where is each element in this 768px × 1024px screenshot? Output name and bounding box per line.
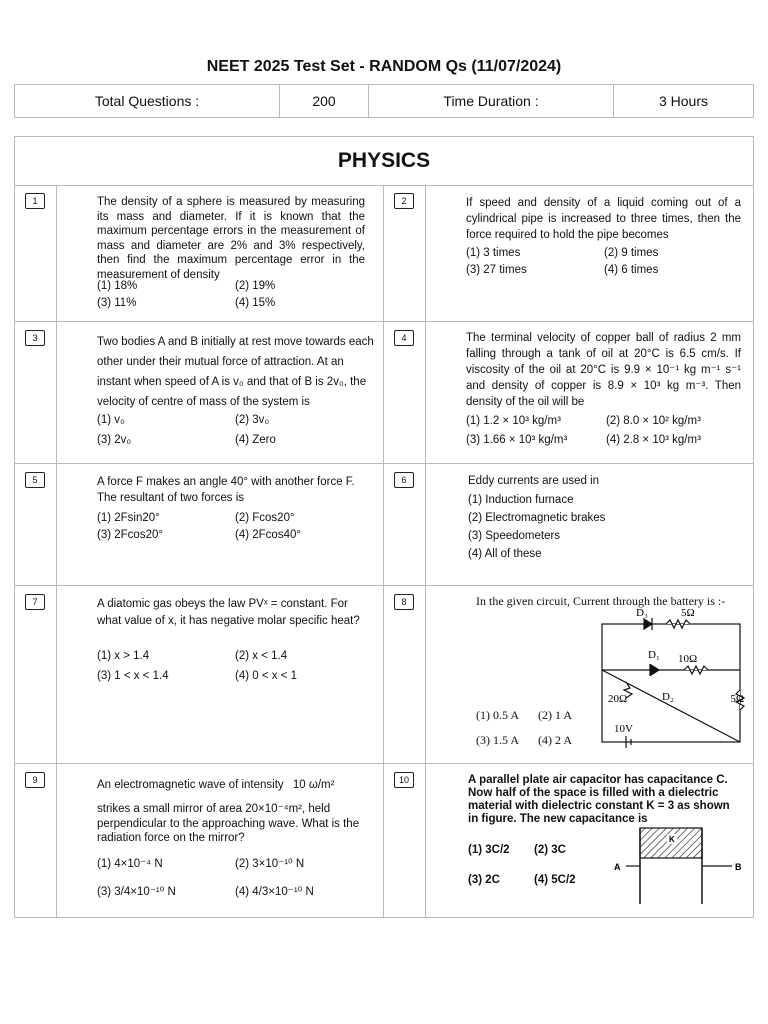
option: (2) 3v₀ bbox=[235, 414, 270, 426]
left-resistor-label: 20Ω bbox=[608, 693, 628, 705]
question-number: 9 bbox=[25, 772, 45, 788]
battery-label: 10V bbox=[614, 723, 633, 735]
option: (1) x > 1.4 bbox=[97, 650, 150, 662]
option: (4) 6 times bbox=[604, 264, 659, 276]
option: (1) v₀ bbox=[97, 414, 125, 426]
options bbox=[97, 280, 355, 309]
question-text: A parallel plate air capacitor has capacitance C. Now half of the space is filled with a dielectric material with dielectric constant K = 3 as shown in figure. The new capacitance is bbox=[468, 774, 730, 825]
option: (2) 8.0 × 10² kg/m³ bbox=[606, 415, 701, 427]
question-text: The density of a sphere is measured by measuring its mass and diameter. If it is known that the maximum percentage errors in the measurement of mass and diameter are 2% and 3% respectively, then find the maximum percentage error in the measurement of density bbox=[97, 196, 365, 281]
question-number-cell bbox=[15, 764, 57, 918]
question-cell bbox=[57, 586, 384, 763]
question-number: 2 bbox=[394, 193, 414, 209]
question-text: A diatomic gas obeys the law PVˣ = constant. For what value of x, it has negative molar specific heat? bbox=[97, 598, 360, 627]
right-resistor-label: 5Ω bbox=[730, 693, 744, 705]
options bbox=[466, 247, 724, 276]
question-number-cell bbox=[384, 764, 426, 918]
option: (1) 3 times bbox=[466, 247, 521, 259]
terminal-b-label: B bbox=[735, 862, 742, 872]
question-cell bbox=[57, 185, 384, 321]
question-text: A force F makes an angle 40° with another force F. The resultant of two forces is bbox=[97, 476, 355, 504]
question-number: 6 bbox=[394, 472, 414, 488]
option: (4) 2 A bbox=[538, 733, 572, 747]
option: (4) All of these bbox=[468, 548, 542, 560]
option: (1) Induction furnace bbox=[468, 494, 574, 506]
time-duration-label: Time Duration : bbox=[369, 85, 614, 117]
question-number: 7 bbox=[25, 594, 45, 610]
option: (4) 0 < x < 1 bbox=[235, 670, 298, 682]
option: (3) Speedometers bbox=[468, 530, 561, 542]
terminal-a-label: A bbox=[614, 862, 621, 872]
option: (3) 2C bbox=[468, 874, 500, 886]
option: (2) Fcos20° bbox=[235, 512, 295, 524]
option: (4) 15% bbox=[235, 297, 276, 309]
question-row bbox=[15, 185, 753, 322]
options bbox=[97, 512, 355, 541]
question-number-cell bbox=[384, 464, 426, 585]
option: (1) 2Fsin20° bbox=[97, 512, 160, 524]
question-number-cell bbox=[15, 185, 57, 321]
question-number-cell bbox=[384, 322, 426, 463]
options bbox=[97, 856, 355, 898]
question-text: Eddy currents are used in bbox=[468, 475, 600, 487]
option: (3) 2Fcos20° bbox=[97, 529, 163, 541]
d3-label: D₃ bbox=[636, 607, 648, 619]
d2-label: D₂ bbox=[662, 691, 674, 703]
option: (1) 0.5 A bbox=[476, 708, 519, 722]
options bbox=[476, 708, 598, 748]
option: (3) 1.5 A bbox=[476, 733, 519, 747]
option: (1) 18% bbox=[97, 280, 138, 292]
test-info-table bbox=[14, 84, 754, 118]
page-title: NEET 2025 Test Set - RANDOM Qs (11/07/2024) bbox=[206, 58, 562, 75]
diode-d1-symbol bbox=[651, 665, 659, 675]
question-row bbox=[15, 464, 753, 586]
options bbox=[97, 650, 355, 682]
question-row bbox=[15, 322, 753, 464]
option: (2) Electromagnetic brakes bbox=[468, 512, 606, 524]
question-number: 8 bbox=[394, 594, 414, 610]
option: (3) 3/4×10⁻¹⁰ N bbox=[97, 886, 176, 898]
resistor-top-symbol bbox=[666, 620, 690, 628]
option: (4) 5C/2 bbox=[534, 874, 576, 886]
question-cell bbox=[57, 764, 384, 918]
option: (3) 27 times bbox=[466, 264, 527, 276]
total-questions-value: 200 bbox=[280, 85, 369, 117]
question-number-cell bbox=[15, 322, 57, 463]
question-cell bbox=[426, 464, 753, 585]
question-text: In the given circuit, Current through the battery is :- bbox=[476, 594, 726, 608]
question-number: 4 bbox=[394, 330, 414, 346]
options bbox=[466, 415, 736, 446]
question-row bbox=[15, 586, 753, 764]
option: (3) 1 < x < 1.4 bbox=[97, 670, 169, 682]
option: (2) 3C bbox=[534, 844, 566, 856]
options bbox=[468, 494, 605, 560]
option: (4) 2.8 × 10³ kg/m³ bbox=[606, 434, 701, 446]
question-row bbox=[15, 764, 753, 918]
question-cell bbox=[426, 764, 753, 918]
question-text: strikes a small mirror of area 20×10⁻⁴m², held perpendicular to the approaching wave. What is the radiation force on the mirror? bbox=[97, 803, 360, 844]
option: (1) 3C/2 bbox=[468, 844, 510, 856]
subject-heading: PHYSICS bbox=[15, 137, 753, 186]
question-cell bbox=[426, 586, 753, 763]
question-cell bbox=[57, 464, 384, 585]
capacitor-figure bbox=[426, 764, 753, 918]
question-number: 1 bbox=[25, 193, 45, 209]
question-number-cell bbox=[384, 586, 426, 763]
intensity-value: 10 ω/m² bbox=[292, 779, 335, 791]
option: (2) 3×10⁻¹⁰ N bbox=[235, 858, 305, 870]
question-text-intro bbox=[97, 778, 372, 793]
question-number: 5 bbox=[25, 472, 45, 488]
option: (2) 19% bbox=[235, 280, 276, 292]
option: (4) 2Fcos40° bbox=[235, 529, 301, 541]
question-number-cell bbox=[384, 185, 426, 321]
option: (3) 1.66 × 10³ kg/m³ bbox=[466, 434, 568, 446]
option: (2) 1 A bbox=[538, 708, 572, 722]
question-text: The terminal velocity of copper ball of radius 2 mm falling through a tank of oil at 20°C is 6.5 cm/s. If viscosity of the oil at 20°C is 9.9 × 10⁻¹ kg m⁻¹ s⁻¹ and density of copper is 8.9 × 10³ kg m⁻³. Then density of the oil will be bbox=[466, 332, 741, 408]
option: (3) 2v₀ bbox=[97, 434, 132, 446]
question-number-cell bbox=[15, 464, 57, 585]
option: (3) 11% bbox=[97, 297, 137, 309]
question-cell bbox=[426, 322, 753, 463]
option: (2) x < 1.4 bbox=[235, 650, 288, 662]
resistor-mid-symbol bbox=[684, 666, 708, 674]
question-text: Two bodies A and B initially at rest move towards each other under their mutual force of attraction. At an instant when speed of A is v₀ and that of B is 2v₀, the velocity of centre of mass of the system is bbox=[97, 336, 374, 408]
question-cell bbox=[426, 185, 753, 321]
question-cell bbox=[57, 322, 384, 463]
question-number-cell bbox=[15, 586, 57, 763]
option: (1) 4×10⁻⁴ N bbox=[97, 858, 163, 870]
question-number: 10 bbox=[394, 772, 414, 788]
time-duration-value: 3 Hours bbox=[658, 93, 709, 109]
question-sheet bbox=[14, 136, 754, 918]
diode-d3-symbol bbox=[644, 619, 652, 629]
option: (1) 1.2 × 10³ kg/m³ bbox=[466, 415, 561, 427]
question-text: If speed and density of a liquid coming out of a cylindrical pipe is increased to three times, then the force required to hold the pipe becomes bbox=[466, 197, 741, 241]
question-text-a: An electromagnetic wave of intensity bbox=[97, 779, 284, 791]
d1-label: D₁ bbox=[648, 649, 660, 661]
option: (2) 9 times bbox=[604, 247, 659, 259]
question-number: 3 bbox=[25, 330, 45, 346]
option: (4) Zero bbox=[235, 434, 276, 446]
total-questions-label: Total Questions : bbox=[15, 85, 280, 117]
option: (4) 4/3×10⁻¹⁰ N bbox=[235, 886, 314, 898]
options bbox=[97, 414, 355, 446]
top-resistor-label: 5Ω bbox=[681, 607, 695, 619]
dielectric-k-label: K bbox=[669, 835, 675, 844]
mid-resistor-label: 10Ω bbox=[678, 653, 698, 665]
